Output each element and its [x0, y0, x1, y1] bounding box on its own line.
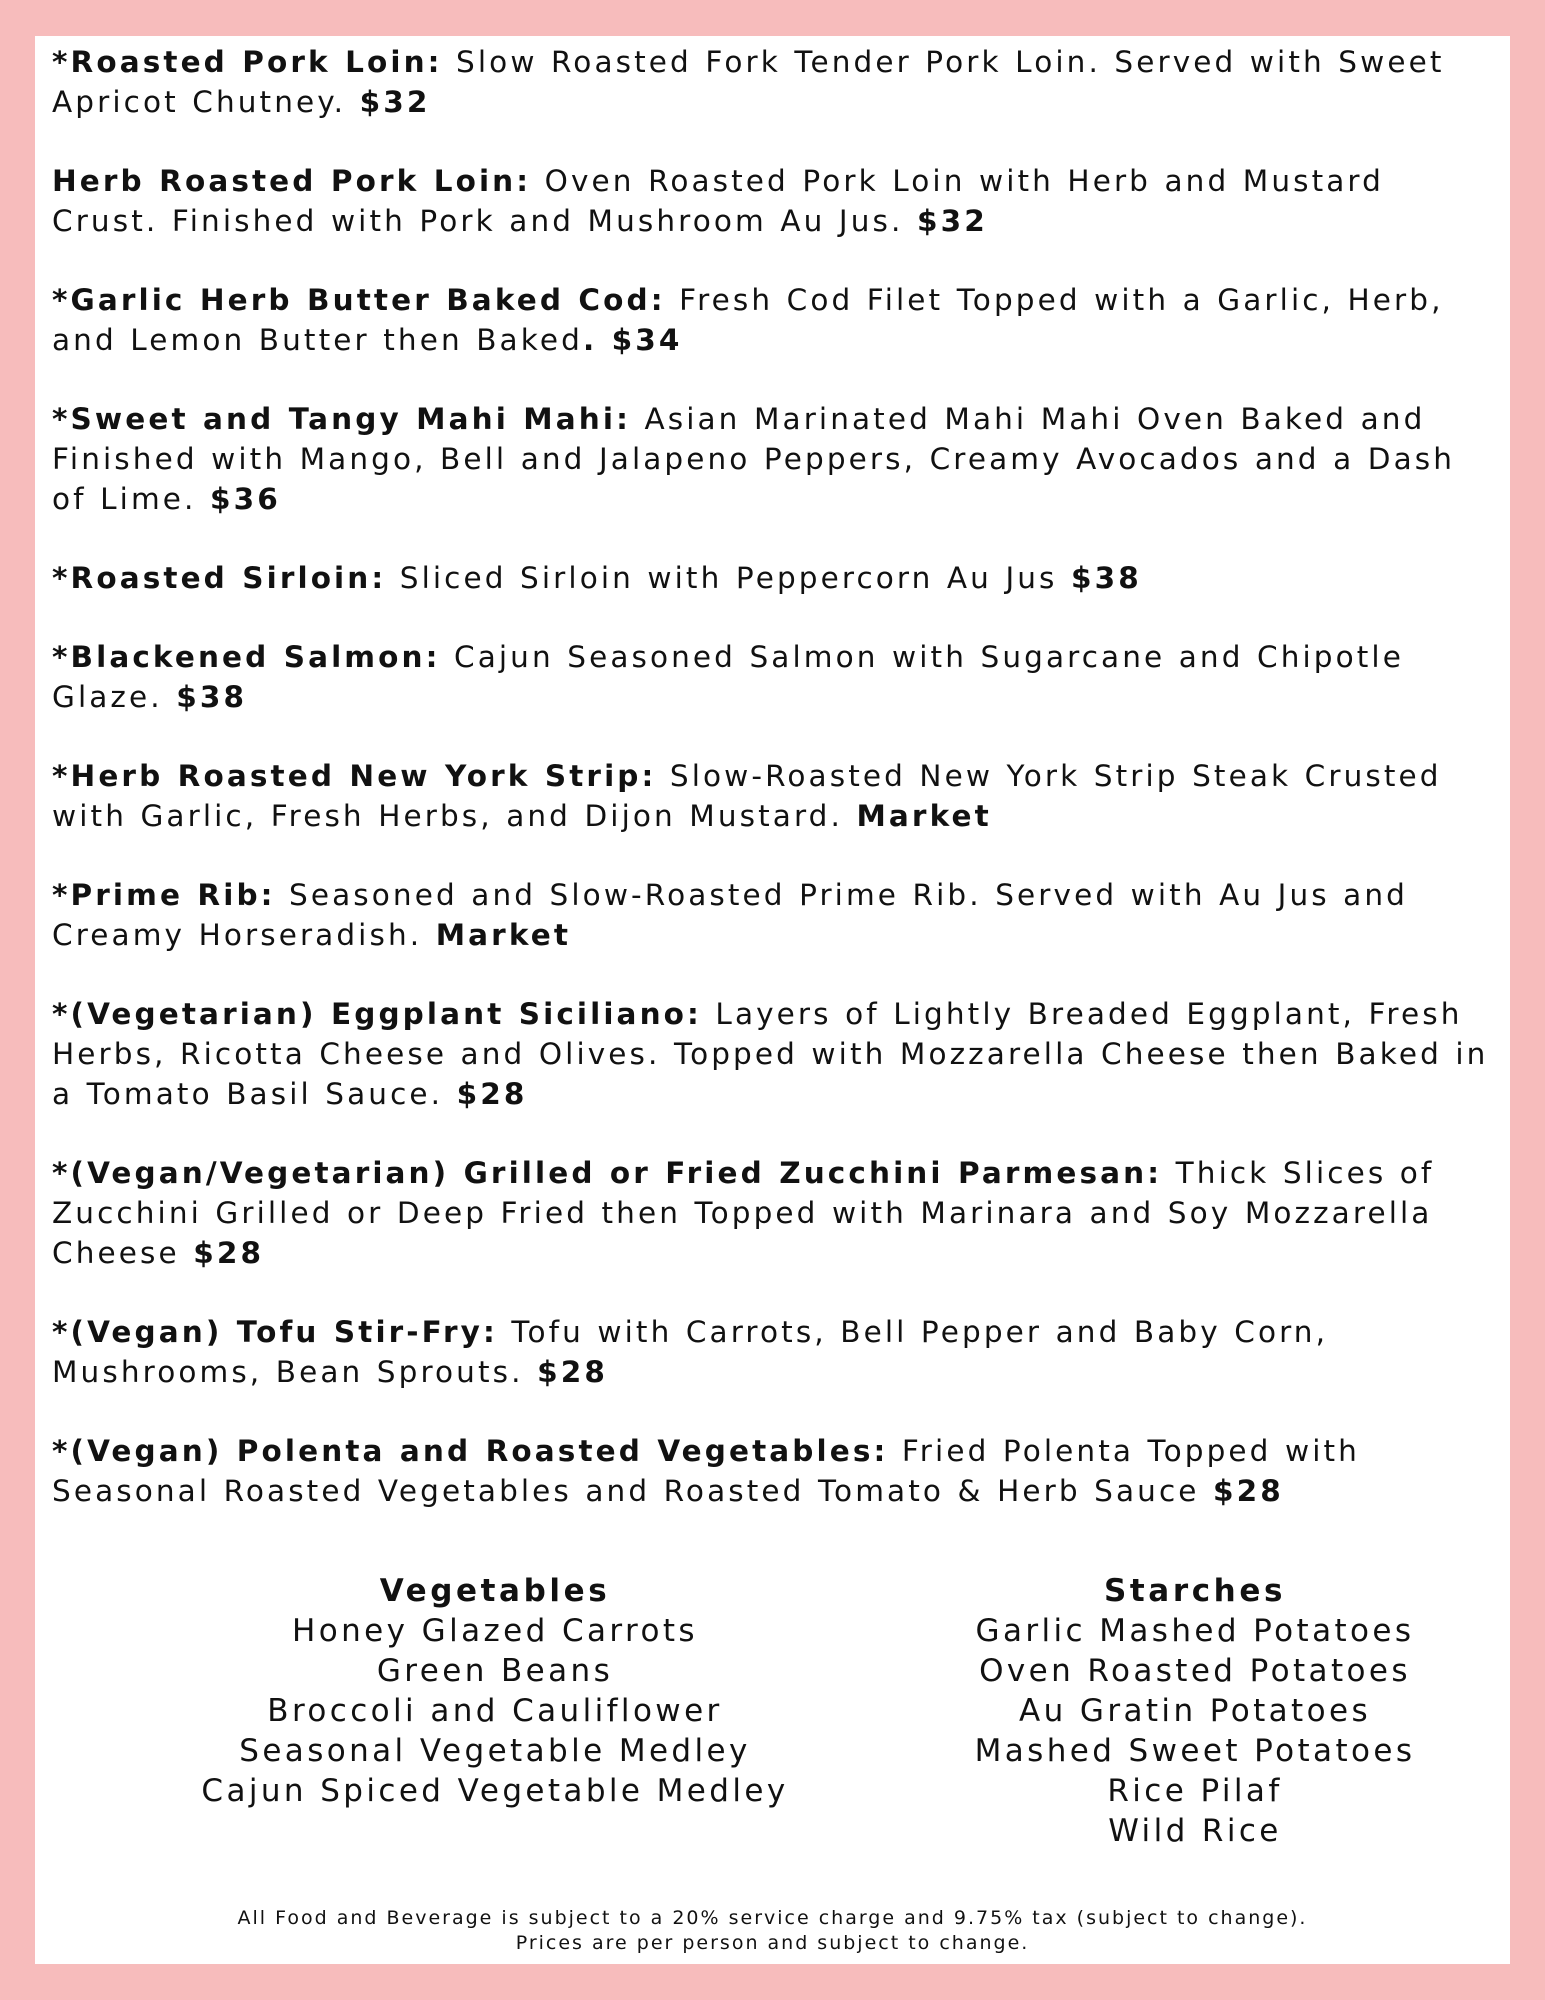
item-price: $28	[1213, 1474, 1284, 1508]
list-item: Wild Rice	[1108, 1813, 1282, 1849]
menu-item	[52, 1312, 1497, 1392]
item-price: . $34	[582, 323, 683, 357]
item-name: *Garlic Herb Butter Baked Cod:	[52, 283, 666, 317]
item-description: Sliced Sirloin with Peppercorn Au Jus	[386, 561, 1071, 595]
footer-line-2: Prices are per person and subject to change.	[515, 1932, 1030, 1954]
item-name: *(Vegan/Vegetarian) Grilled or Fried Zucchini Parmesan:	[52, 1156, 1163, 1190]
menu-item	[52, 994, 1497, 1114]
menu-item	[52, 756, 1497, 836]
menu-item	[52, 1153, 1497, 1273]
menu-item	[52, 1431, 1497, 1511]
item-description: Cajun Seasoned Salmon with Sugarcane and Chipotle Glaze.	[52, 640, 1404, 714]
menu-item	[52, 875, 1497, 955]
item-description: Fresh Cod Filet Topped with a Garlic, Herb, and Lemon Butter then Baked	[52, 283, 1444, 357]
item-description: Seasoned and Slow-Roasted Prime Rib. Served with Au Jus and Creamy Horseradish.	[52, 878, 1408, 952]
vegetables-heading: Vegetables	[379, 1573, 611, 1609]
starches-heading: Starches	[1103, 1573, 1287, 1609]
item-name: *(Vegan) Polenta and Roasted Vegetables:	[52, 1434, 889, 1468]
menu-item	[52, 42, 1497, 122]
item-name: *(Vegetarian) Eggplant Siciliano:	[52, 997, 702, 1031]
item-description: Slow-Roasted New York Strip Steak Crusted with Garlic, Fresh Herbs, and Dijon Mustard.	[52, 759, 1442, 833]
menu-page	[35, 36, 1510, 1964]
item-name: *Roasted Pork Loin:	[52, 45, 443, 79]
item-price: $28	[193, 1236, 265, 1270]
entree-list	[52, 42, 1497, 1550]
item-price: Market	[435, 918, 572, 952]
item-description: Thick Slices of Zucchini Grilled or Deep Fried then Topped with Marinara and Soy Mozzarella Cheese	[52, 1156, 1435, 1270]
vegetables-list	[125, 1611, 865, 1811]
item-price: Market	[856, 799, 992, 833]
list-item: Cajun Spiced Vegetable Medley	[201, 1773, 789, 1809]
menu-item	[52, 280, 1497, 360]
list-item: Seasonal Vegetable Medley	[239, 1733, 751, 1769]
list-item: Green Beans	[376, 1653, 614, 1689]
item-description: Slow Roasted Fork Tender Pork Loin. Served with Sweet Apricot Chutney.	[52, 45, 1445, 119]
item-name: *Roasted Sirloin:	[52, 561, 387, 595]
item-price: $32	[359, 85, 431, 119]
item-description: Layers of Lightly Breaded Eggplant, Fresh Herbs, Ricotta Cheese and Olives. Topped with Mozzarella Cheese then Baked in a Tomato Basil Sauce.	[52, 997, 1489, 1111]
item-name: *Herb Roasted New York Strip:	[52, 759, 657, 793]
list-item: Rice Pilaf	[1107, 1773, 1283, 1809]
starches-column	[825, 1571, 1545, 1851]
list-item: Mashed Sweet Potatoes	[974, 1733, 1416, 1769]
vegetables-column	[125, 1571, 865, 1811]
item-price: $38	[1071, 561, 1142, 595]
list-item: Oven Roasted Potatoes	[979, 1653, 1411, 1689]
menu-item	[52, 558, 1497, 598]
menu-item	[52, 399, 1497, 519]
item-price: $38	[176, 680, 248, 714]
list-item: Au Gratin Potatoes	[1019, 1693, 1371, 1729]
item-name: *(Vegan) Tofu Stir-Fry:	[52, 1315, 498, 1349]
list-item: Broccoli and Cauliflower	[267, 1693, 723, 1729]
item-price: $28	[456, 1077, 528, 1111]
item-name: *Blackened Salmon:	[52, 640, 441, 674]
item-description: Tofu with Carrots, Bell Pepper and Baby Corn, Mushrooms, Bean Sprouts.	[52, 1315, 1329, 1389]
menu-item	[52, 637, 1497, 717]
item-price: $28	[537, 1355, 608, 1389]
list-item: Honey Glazed Carrots	[292, 1613, 698, 1649]
item-price: $36	[209, 482, 281, 516]
menu-item	[52, 161, 1497, 241]
footer-note	[35, 1906, 1510, 1956]
footer-line-1: All Food and Beverage is subject to a 20% service charge and 9.75% tax (subject to change).	[237, 1907, 1308, 1929]
item-price: $32	[916, 204, 988, 238]
item-description: Fried Polenta Topped with Seasonal Roasted Vegetables and Roasted Tomato & Herb Sauce	[52, 1434, 1360, 1508]
item-description: Oven Roasted Pork Loin with Herb and Mustard Crust. Finished with Pork and Mushroom Au Jus.	[52, 164, 1384, 238]
item-name: *Sweet and Tangy Mahi Mahi:	[52, 402, 631, 436]
item-name: Herb Roasted Pork Loin:	[52, 164, 532, 198]
item-description: Asian Marinated Mahi Mahi Oven Baked and Finished with Mango, Bell and Jalapeno Peppers, Creamy Avocados and a Dash of Lime.	[52, 402, 1456, 516]
starches-list	[825, 1611, 1545, 1851]
list-item: Garlic Mashed Potatoes	[975, 1613, 1415, 1649]
item-name: *Prime Rib:	[52, 878, 276, 912]
